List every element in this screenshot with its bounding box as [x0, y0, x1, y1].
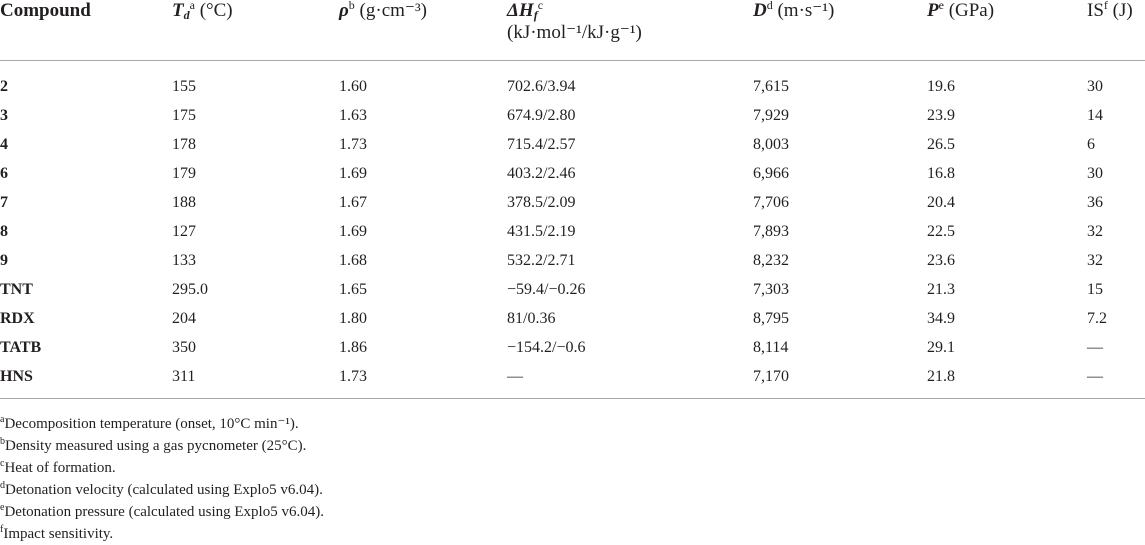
table-row: [0, 309, 1145, 338]
footnote-mark: d: [0, 480, 5, 491]
cell-dh: 674.9/2.80: [507, 107, 576, 124]
footnote-text: Impact sensitivity.: [3, 526, 114, 542]
cell-dh: −154.2/−0.6: [507, 339, 586, 356]
header-density: $\rho^b$ (g·cm⁻³): [339, 0, 507, 61]
cell-is: 30: [1087, 165, 1103, 182]
footnote-mark: a: [0, 414, 5, 425]
cell-d: 8,795: [753, 310, 789, 327]
cell-d: 7,893: [753, 223, 789, 240]
cell-p: 21.8: [927, 367, 1087, 399]
table-footnotes: [0, 413, 324, 545]
cell-td: 188: [172, 194, 196, 211]
header-compound: Compound: [0, 0, 172, 61]
cell-d: 8,114: [753, 339, 789, 356]
cell-td: 127: [172, 223, 196, 240]
cell-compound: 7: [0, 194, 8, 211]
cell-dh: 702.6/3.94: [507, 78, 576, 95]
cell-td: 204: [172, 310, 196, 327]
cell-dh: 403.2/2.46: [507, 165, 576, 182]
footnote: [0, 523, 324, 545]
table-row: [0, 280, 1145, 309]
cell-compound: 4: [0, 136, 8, 153]
cell-is: —: [1087, 339, 1103, 356]
cell-compound: 2: [0, 78, 8, 95]
header-heat-of-formation: $\Delta H_f^c$ (kJ·mol⁻¹/kJ·g⁻¹): [507, 0, 753, 61]
cell-d: 8,003: [753, 136, 789, 153]
cell-compound: HNS: [0, 367, 172, 399]
cell-compound: 9: [0, 252, 8, 269]
cell-d: 6,966: [753, 165, 789, 182]
cell-rho: 1.60: [339, 78, 367, 95]
header-detonation-velocity: $D^d$ (m·s⁻¹): [753, 0, 927, 61]
cell-rho: 1.68: [339, 252, 367, 269]
cell-d: 7,929: [753, 107, 789, 124]
cell-dh: 378.5/2.09: [507, 194, 576, 211]
header-decomposition-temp: $T_d^a$ (°C): [172, 0, 339, 61]
footnote-mark: c: [0, 458, 5, 469]
table-row: [0, 251, 1145, 280]
cell-rho: 1.73: [339, 136, 367, 153]
cell-d: 7,170: [753, 367, 927, 399]
cell-p: 20.4: [927, 194, 955, 211]
cell-is: —: [1087, 367, 1145, 399]
table-row: [0, 135, 1145, 164]
footnote: [0, 501, 324, 523]
footnote: [0, 413, 324, 435]
table-row: [0, 222, 1145, 251]
cell-td: 350: [172, 339, 196, 356]
cell-p: 16.8: [927, 165, 955, 182]
header-impact-sensitivity: $IS^f$ (J): [1087, 0, 1145, 61]
footnote-text: Detonation pressure (calculated using Explo5 v6.04).: [4, 504, 324, 520]
footnote: [0, 479, 324, 501]
cell-is: 6: [1087, 136, 1095, 153]
cell-rho: 1.80: [339, 310, 367, 327]
footnote: [0, 457, 324, 479]
cell-compound: 6: [0, 165, 8, 182]
table-row: [0, 106, 1145, 135]
cell-p: 21.3: [927, 281, 955, 298]
table-body: [0, 61, 1145, 399]
cell-d: 7,615: [753, 78, 789, 95]
cell-td: 133: [172, 252, 196, 269]
cell-dh: 715.4/2.57: [507, 136, 576, 153]
cell-td: 295.0: [172, 281, 208, 298]
cell-rho: 1.65: [339, 281, 367, 298]
cell-td: 311: [172, 367, 339, 399]
cell-p: 26.5: [927, 136, 955, 153]
table-header: [0, 0, 1145, 61]
cell-p: 22.5: [927, 223, 955, 240]
cell-compound: 3: [0, 107, 8, 124]
cell-d: 7,303: [753, 281, 789, 298]
footnote-mark: f: [0, 524, 4, 535]
footnote-text: Density measured using a gas pycnometer (25°C).: [5, 438, 307, 454]
cell-rho: 1.69: [339, 165, 367, 182]
footnote-text: Heat of formation.: [4, 460, 116, 476]
cell-rho: 1.73: [339, 367, 507, 399]
cell-compound: TATB: [0, 339, 42, 356]
table-row: [0, 164, 1145, 193]
table-row: [0, 367, 1145, 399]
cell-td: 179: [172, 165, 196, 182]
cell-is: 14: [1087, 107, 1103, 124]
cell-p: 19.6: [927, 78, 955, 95]
cell-rho: 1.86: [339, 339, 367, 356]
cell-is: 7.2: [1087, 310, 1107, 327]
cell-is: 32: [1087, 223, 1103, 240]
cell-compound: 8: [0, 223, 8, 240]
cell-td: 155: [172, 78, 196, 95]
cell-is: 32: [1087, 252, 1103, 269]
table-row: [0, 338, 1145, 367]
header-detonation-pressure: $P^e$ (GPa): [927, 0, 1087, 61]
table-row: [0, 77, 1145, 106]
cell-dh: —: [507, 367, 753, 399]
cell-d: 7,706: [753, 194, 789, 211]
footnote-mark: e: [0, 502, 5, 513]
cell-dh: 81/0.36: [507, 310, 556, 327]
footnote: [0, 435, 324, 457]
cell-compound: RDX: [0, 310, 35, 327]
cell-p: 34.9: [927, 310, 955, 327]
cell-is: 30: [1087, 78, 1103, 95]
cell-td: 178: [172, 136, 196, 153]
cell-p: 29.1: [927, 339, 955, 356]
cell-rho: 1.63: [339, 107, 367, 124]
footnote-text: Detonation velocity (calculated using Explo5 v6.04).: [5, 482, 323, 498]
footnote-text: Decomposition temperature (onset, 10°C min⁻¹).: [4, 416, 299, 432]
cell-p: 23.6: [927, 252, 955, 269]
table-row: [0, 193, 1145, 222]
cell-d: 8,232: [753, 252, 789, 269]
cell-p: 23.9: [927, 107, 955, 124]
cell-rho: 1.67: [339, 194, 367, 211]
footnote-mark: b: [0, 436, 5, 447]
table-spacer: [0, 61, 1145, 78]
cell-is: 36: [1087, 194, 1103, 211]
cell-td: 175: [172, 107, 196, 124]
cell-rho: 1.69: [339, 223, 367, 240]
cell-dh: 532.2/2.71: [507, 252, 576, 269]
cell-is: 15: [1087, 281, 1103, 298]
cell-compound: TNT: [0, 281, 33, 298]
cell-dh: 431.5/2.19: [507, 223, 576, 240]
cell-dh: −59.4/−0.26: [507, 281, 586, 298]
